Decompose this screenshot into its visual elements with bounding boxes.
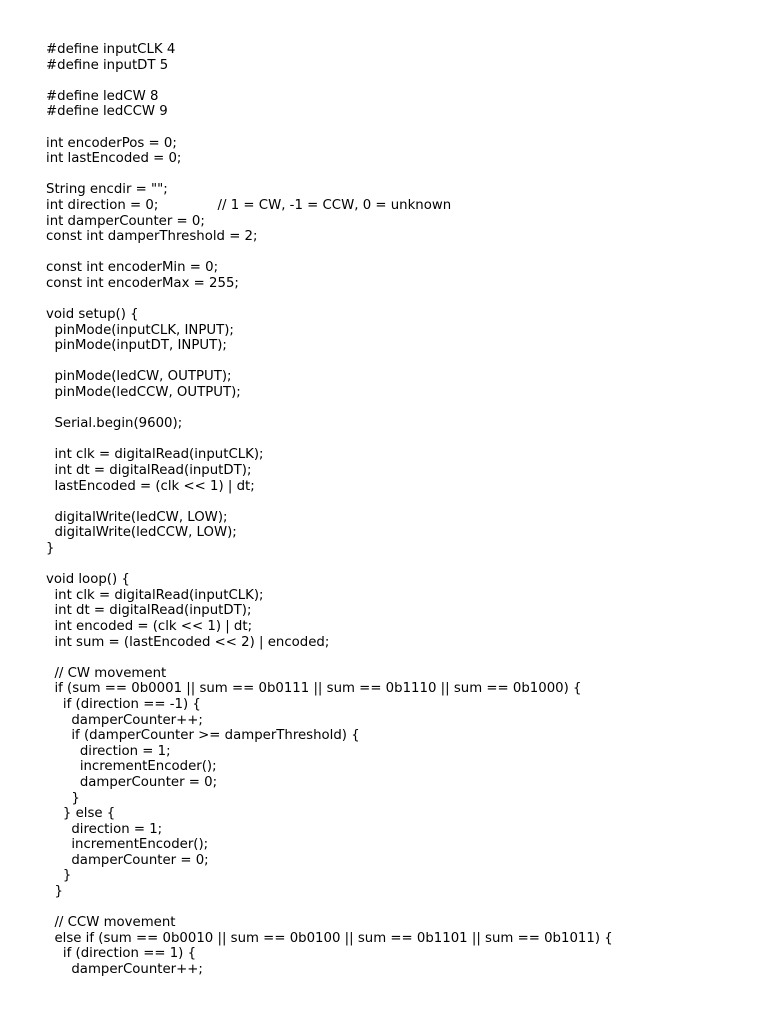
code-line: } else { bbox=[46, 806, 116, 822]
code-line: #define ledCW 8 bbox=[46, 88, 159, 104]
blank-line bbox=[46, 650, 613, 666]
code-line: incrementEncoder(); bbox=[46, 837, 209, 853]
code-line: const int damperThreshold = 2; bbox=[46, 229, 258, 245]
blank-line bbox=[46, 557, 613, 573]
blank-line bbox=[46, 292, 613, 308]
code-line: const int encoderMax = 255; bbox=[46, 275, 239, 291]
code-line: damperCounter = 0; bbox=[46, 774, 218, 790]
code-line: damperCounter++; bbox=[46, 962, 203, 978]
code-line: const int encoderMin = 0; bbox=[46, 260, 219, 276]
code-line: int lastEncoded = 0; bbox=[46, 151, 182, 167]
code-line: int dt = digitalRead(inputDT); bbox=[46, 603, 252, 619]
code-line: direction = 1; bbox=[46, 821, 163, 837]
code-line: pinMode(ledCCW, OUTPUT); bbox=[46, 385, 241, 401]
code-line: pinMode(inputDT, INPUT); bbox=[46, 338, 227, 354]
code-line: int direction = 0; // 1 = CW, -1 = CCW, 0 = unknown bbox=[46, 197, 452, 213]
code-line: // CW movement bbox=[46, 665, 167, 681]
code-line: lastEncoded = (clk << 1) | dt; bbox=[46, 478, 255, 494]
blank-line bbox=[46, 73, 613, 89]
code-line: } bbox=[46, 884, 63, 900]
code-line: digitalWrite(ledCCW, LOW); bbox=[46, 525, 237, 541]
code-line: int damperCounter = 0; bbox=[46, 213, 205, 229]
code-line: if (damperCounter >= damperThreshold) { bbox=[46, 728, 360, 744]
code-line: } bbox=[46, 790, 80, 806]
blank-line bbox=[46, 354, 613, 370]
code-line: void loop() { bbox=[46, 572, 130, 588]
code-listing bbox=[46, 42, 613, 978]
code-line: digitalWrite(ledCW, LOW); bbox=[46, 509, 228, 525]
code-line: Serial.begin(9600); bbox=[46, 416, 183, 432]
blank-line bbox=[46, 401, 613, 417]
code-line: #define inputDT 5 bbox=[46, 57, 169, 73]
code-line: damperCounter++; bbox=[46, 712, 203, 728]
code-line: #define ledCCW 9 bbox=[46, 104, 168, 120]
code-line: int dt = digitalRead(inputDT); bbox=[46, 463, 252, 479]
code-line: void setup() { bbox=[46, 307, 139, 323]
code-line: int sum = (lastEncoded << 2) | encoded; bbox=[46, 634, 330, 650]
code-line: } bbox=[46, 541, 55, 556]
blank-line bbox=[46, 167, 613, 183]
code-line: int clk = digitalRead(inputCLK); bbox=[46, 587, 264, 603]
code-line: } bbox=[46, 868, 72, 884]
code-line: #define inputCLK 4 bbox=[46, 42, 176, 57]
code-line: incrementEncoder(); bbox=[46, 759, 217, 775]
code-line: int encoderPos = 0; bbox=[46, 135, 177, 151]
code-line: int clk = digitalRead(inputCLK); bbox=[46, 447, 264, 463]
code-line: pinMode(ledCW, OUTPUT); bbox=[46, 369, 232, 385]
blank-line bbox=[46, 432, 613, 448]
code-line: if (direction == -1) { bbox=[46, 696, 201, 712]
blank-line bbox=[46, 120, 613, 136]
code-line: pinMode(inputCLK, INPUT); bbox=[46, 322, 234, 338]
code-line: if (sum == 0b0001 || sum == 0b0111 || sum == 0b1110 || sum == 0b1000) { bbox=[46, 681, 582, 697]
code-line: String encdir = ""; bbox=[46, 182, 168, 198]
code-line: if (direction == 1) { bbox=[46, 946, 197, 962]
blank-line bbox=[46, 245, 613, 261]
code-line: else if (sum == 0b0010 || sum == 0b0100 || sum == 0b1101 || sum == 0b1011) { bbox=[46, 930, 613, 946]
blank-line bbox=[46, 494, 613, 510]
code-line: direction = 1; bbox=[46, 743, 171, 759]
code-line: // CCW movement bbox=[46, 915, 176, 931]
code-line: int encoded = (clk << 1) | dt; bbox=[46, 618, 253, 634]
code-line: damperCounter = 0; bbox=[46, 852, 209, 868]
blank-line bbox=[46, 900, 613, 916]
